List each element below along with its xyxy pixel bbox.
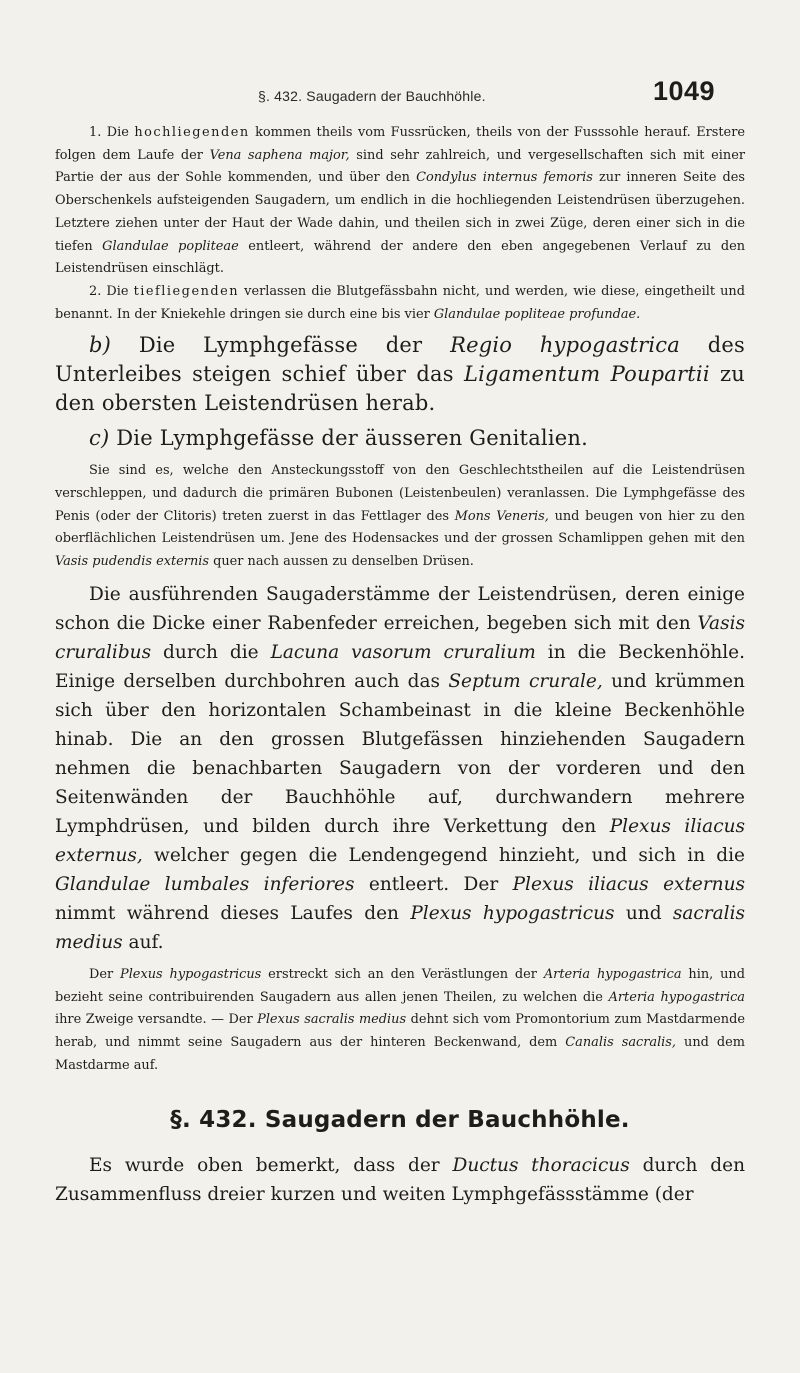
paragraph-saugaderstaemme [55,580,745,957]
italic-term: Plexus sacralis medius [257,1012,407,1028]
paragraph-hochliegenden [55,122,745,281]
text-run: Die ausführenden Saugaderstämme der Leistendrüsen, deren einige schon die Dicke einer Rabenfeder erreichen, begeben sich mit den [55,583,745,634]
text-run: entleert, während der andere den eben angegebenen Verlauf zu den Leistendrüsen einschlägt. [55,238,746,277]
italic-term: Plexus iliacus externus [512,873,745,895]
italic-term: Arteria hypogastrica [608,989,745,1005]
italic-term: Vasis pudendis externis [55,554,209,570]
italic-term: c) [89,426,110,451]
text-run: und [614,902,673,924]
text-run: zur inneren Seite des Oberschenkels aufsteigenden Saugadern, um endlich in die hochliegenden Leistendrüsen überzugehen. Letztere ziehen unter der Haut der Wade dahin, und theilen sich in zwei Züge, deren einer sich in die tiefen [55,170,745,254]
text-run: Es wurde oben bemerkt, dass der [89,1155,453,1177]
italic-term: Vena saphena major, [209,147,350,163]
italic-term: sacralis medius [55,902,745,953]
text-run: in die Beckenhöhle. Einige derselben durchbohren auch das [55,641,745,692]
text-run: auf. [122,931,164,953]
running-head: §. 432. Saugadern der Bauchhöhle. [258,88,486,104]
italic-term: Plexus iliacus externus, [55,815,745,866]
section-heading: §. 432. Saugadern der Bauchhöhle. [170,1107,630,1134]
paragraph-plexus-hypogastricus [55,964,745,1078]
italic-term: Condylus internus femoris [416,170,593,186]
subsection-b [55,331,745,418]
text-run: entleert. Der [354,873,513,895]
text-run: Der [89,966,121,982]
spaced-term: hochliegenden [134,125,250,140]
italic-term: Glandulae popliteae [102,238,239,254]
italic-term: Lacuna vasorum cruralium [270,641,536,663]
text-run: Die Lymphgefässe der äusseren Genitalien. [109,426,588,451]
text-run: und beugen von hier zu den oberflächlichen Leistendrüsen um. Jene des Hodensackes und der grossen Schamlippen gehen mit den [55,508,745,547]
text-run: des Unterleibes steigen schief über das [55,333,745,387]
page-header [0,76,800,116]
italic-term: Ductus thoracicus [452,1155,630,1177]
italic-term: Mons Veneris, [454,508,549,524]
text-run: Sie sind es, welche den Ansteckungsstoff von den Geschlechtstheilen auf die Leistendrüsen verschleppen, und dadurch die primären Bubonen (Leistenbeulen) veranlassen. Die Lymphgefässe des Penis (oder der Clitoris) treten zuerst in das Fettlager des [55,463,745,524]
italic-term: b) [89,333,112,358]
text-run: welcher gegen die Lendengegend hinzieht, und sich in die [142,844,745,866]
text-run: kommen theils vom Fussrücken, theils von der Fusssohle herauf. Erstere folgen dem Laufe der [55,125,745,163]
text-run: hin, und bezieht seine contribuirenden Saugadern aus allen jenen Theilen, zu welchen die [55,966,745,1005]
italic-term: Glandulae popliteae profundae. [433,306,641,322]
text-run: durch den Zusammenfluss dreier kurzen und weiten Lymphgefässstämme (der [55,1155,746,1206]
text-run: erstreckt sich an den Verästlungen der [261,966,544,982]
text-run: quer nach aussen zu denselben Drüsen. [209,554,474,570]
paragraph-tiefliegenden [55,281,745,326]
text-run: 1. Die [89,125,135,140]
italic-term: Canalis sacralis, [565,1034,677,1050]
italic-term: Plexus hypogastricus [410,902,615,924]
text-run: und dem Mastdarme auf. [55,1034,745,1073]
italic-term: Plexus hypogastricus [120,966,262,982]
italic-term: Septum crurale, [448,670,603,692]
italic-term: Arteria hypogastrica [543,966,682,982]
text-run: 2. Die [89,283,134,299]
text-run: Die Lymphgefässe der [111,333,451,358]
text-run: dehnt sich vom Promontorium zum Mastdarmende herab, und nimmt seine Saugadern aus der hinteren Beckenwand, dem [55,1012,745,1050]
spaced-term: tiefliegenden [133,283,240,299]
italic-term: Vasis cruralibus [55,612,745,663]
subsection-c [55,424,745,453]
text-run: zu den obersten Leistendrüsen herab. [55,362,745,416]
text-run: nimmt während dieses Laufes den [55,902,411,924]
italic-term: Ligamentum Poupartii [464,362,710,387]
paragraph-genitalien [55,460,745,574]
text-run: sind sehr zahlreich, und vergesellschaften sich mit einer Partie der aus der Sohle kommenden, und über den [55,147,745,186]
text-run: durch die [151,641,271,663]
italic-term: Glandulae lumbales inferiores [55,873,355,895]
main-text [55,122,745,1209]
text-run: verlassen die Blutgefässbahn nicht, und werden, wie diese, eingetheilt und benannt. In der Kniekehle dringen sie durch eine bis vier [55,283,745,322]
text-run: und krümmen sich über den horizontalen Schambeinast in die kleine Beckenhöhle hinab. Die an den grossen Blutgefässen hinziehenden Saugadern nehmen die benachbarten Saugadern von der vorderen und den Seitenwänden der Bauchhöhle auf, durchwandern mehrere Lymphdrüsen, und bilden durch ihre Verkettung den [55,670,745,837]
text-run: ihre Zweige versandte. — Der [55,1012,258,1028]
paragraph-ductus-thoracicus [55,1151,745,1209]
italic-term: Regio hypogastrica [450,333,680,358]
page-number: 1049 [653,76,716,106]
